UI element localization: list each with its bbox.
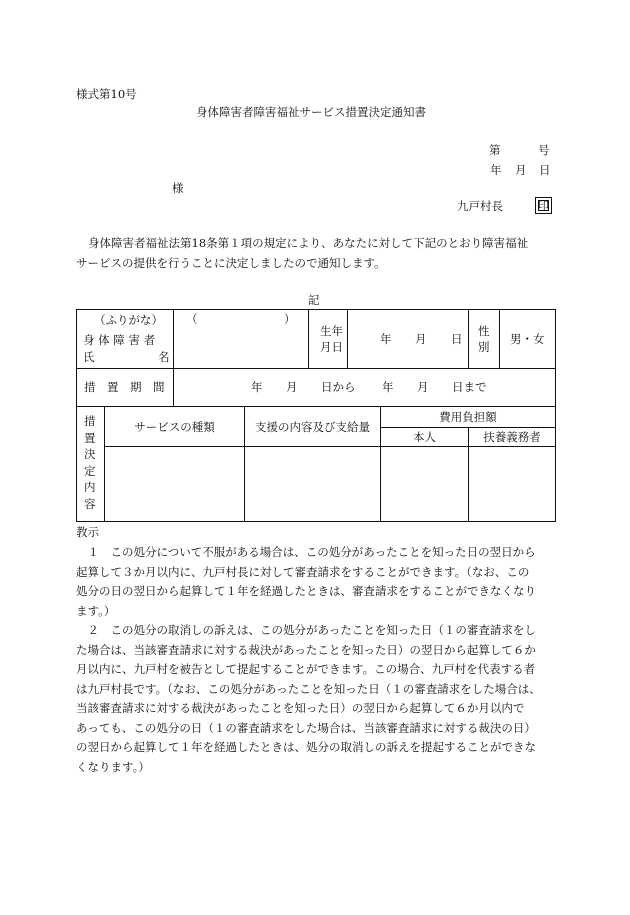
name-label-mei: 名 — [158, 350, 170, 364]
date-month-label: 月 — [515, 163, 527, 177]
instruction-line: あっても、この処分の日（１の審査請求をした場合は、当該審査請求に対する裁決の日） — [76, 720, 536, 735]
decision-label-char: 決 — [84, 447, 96, 462]
birth-label-line1: 生年 — [320, 324, 343, 338]
seal-text: 印 — [538, 199, 549, 212]
decision-label-char: 定 — [84, 463, 96, 478]
date-day-label: 日 — [539, 163, 551, 177]
birth-year-label: 年 — [380, 332, 392, 346]
instruction-body — [76, 543, 554, 777]
instruction-line: の翌日から起算して１年を経過したときは、処分の取消しの訴えを提起することができな — [76, 740, 536, 754]
instruction-line: 処分の日の翌日から起算して１年を経過したときは、審査請求をすることができなくなり — [76, 584, 536, 598]
sex-value: 男・女 — [510, 332, 545, 346]
decision-label-char: 置 — [84, 430, 96, 445]
date-year-label: 年 — [490, 163, 502, 177]
instruction-line: 当該審査請求に対する裁決があったことを知った日）の翌日から起算して６か月以内で — [76, 701, 525, 715]
decision-label-char: 容 — [84, 496, 96, 511]
ki-label: 記 — [308, 293, 320, 307]
decision-label-char: 措 — [84, 414, 96, 428]
decision-table — [76, 309, 556, 522]
furigana-paren-close: ） — [284, 312, 296, 326]
self-header: 本人 — [413, 430, 436, 444]
instruction-line: １ この処分について不服がある場合は、この処分があったことを知った日の翌日から — [76, 545, 536, 559]
table-line-period — [173, 368, 174, 406]
instruction-line: ２ この処分の取消しの訴えは、この処分があったことを知った日（１の審査請求をし — [76, 623, 536, 637]
intro-line: 身体障害者福祉法第18条第１項の規定により、あなたに対して下記のとおり障害福祉 — [88, 236, 529, 250]
instruction-line: た場合は、当該審査請求に対する裁決があったことを知った日）の翌日から起算して６か — [76, 642, 536, 657]
form-number: 様式第10号 — [76, 87, 137, 101]
period-year2: 年 — [382, 380, 394, 394]
intro-line: サービスの提供を行うことに決定しましたので通知します。 — [76, 255, 386, 270]
table-line-sex-r — [499, 309, 500, 368]
furigana-paren-open: （ — [186, 312, 198, 326]
sex-label-line1: 性 — [478, 324, 490, 338]
table-border-top — [76, 309, 556, 310]
table-line-header — [104, 446, 556, 447]
decision-content-label — [84, 413, 96, 513]
service-type-header: サービスの種類 — [134, 419, 215, 434]
guardian-header: 扶養義務者 — [483, 430, 541, 444]
period-label: 措 置 期 間 — [84, 380, 165, 394]
furigana-label: （ふりがな） — [94, 313, 163, 327]
issuer-name: 九戸村長 — [457, 199, 503, 213]
number-label-dai: 第 — [489, 143, 501, 157]
table-border-bottom — [76, 521, 556, 522]
table-line-row1 — [76, 368, 556, 369]
instruction-heading: 教示 — [76, 525, 99, 539]
decision-label-char: 内 — [84, 480, 96, 495]
period-to: 日まで — [452, 380, 487, 394]
period-from: 日から — [321, 380, 356, 394]
table-border-right — [555, 309, 556, 522]
recipient-honorific: 様 — [172, 181, 184, 195]
period-year1: 年 — [251, 380, 263, 394]
support-content-header: 支援の内容及び支給量 — [255, 419, 370, 434]
birth-day-label: 日 — [451, 332, 463, 346]
sex-label-line2: 別 — [478, 340, 490, 354]
instruction-line: ます。） — [76, 603, 116, 618]
number-label-go: 号 — [538, 143, 550, 157]
table-line-birth-r — [347, 309, 348, 368]
birth-month-label: 月 — [415, 332, 427, 346]
instruction-line: 月以内に、九戸村を被告として提起することができます。この場合、九戸村を代表する者 — [76, 662, 536, 676]
name-label-line1: 身 体 障 害 者 — [83, 333, 156, 347]
period-month1: 月 — [286, 380, 298, 394]
period-month2: 月 — [417, 380, 429, 394]
table-line-name — [173, 309, 174, 368]
instruction-line: は九戸村長です。（なお、この処分があったことを知った日（１の審査請求をした場合は、 — [76, 681, 541, 696]
table-border-left — [76, 309, 77, 522]
document-title: 身体障害者障害福祉サービス措置決定通知書 — [196, 105, 426, 119]
seal-mark — [535, 197, 552, 214]
birth-label-line2: 月日 — [320, 340, 343, 354]
instruction-line: くなります。） — [76, 759, 150, 774]
cost-burden-header: 費用負担額 — [439, 410, 497, 424]
name-label-shi: 氏 — [83, 350, 95, 364]
instruction-line: 起算して３か月以内に、九戸村長に対して審査請求をすることができます。（なお、この — [76, 564, 530, 579]
intro-paragraph — [76, 234, 554, 273]
table-line-birth-l — [308, 309, 309, 368]
table-line-sex-l — [468, 309, 469, 368]
